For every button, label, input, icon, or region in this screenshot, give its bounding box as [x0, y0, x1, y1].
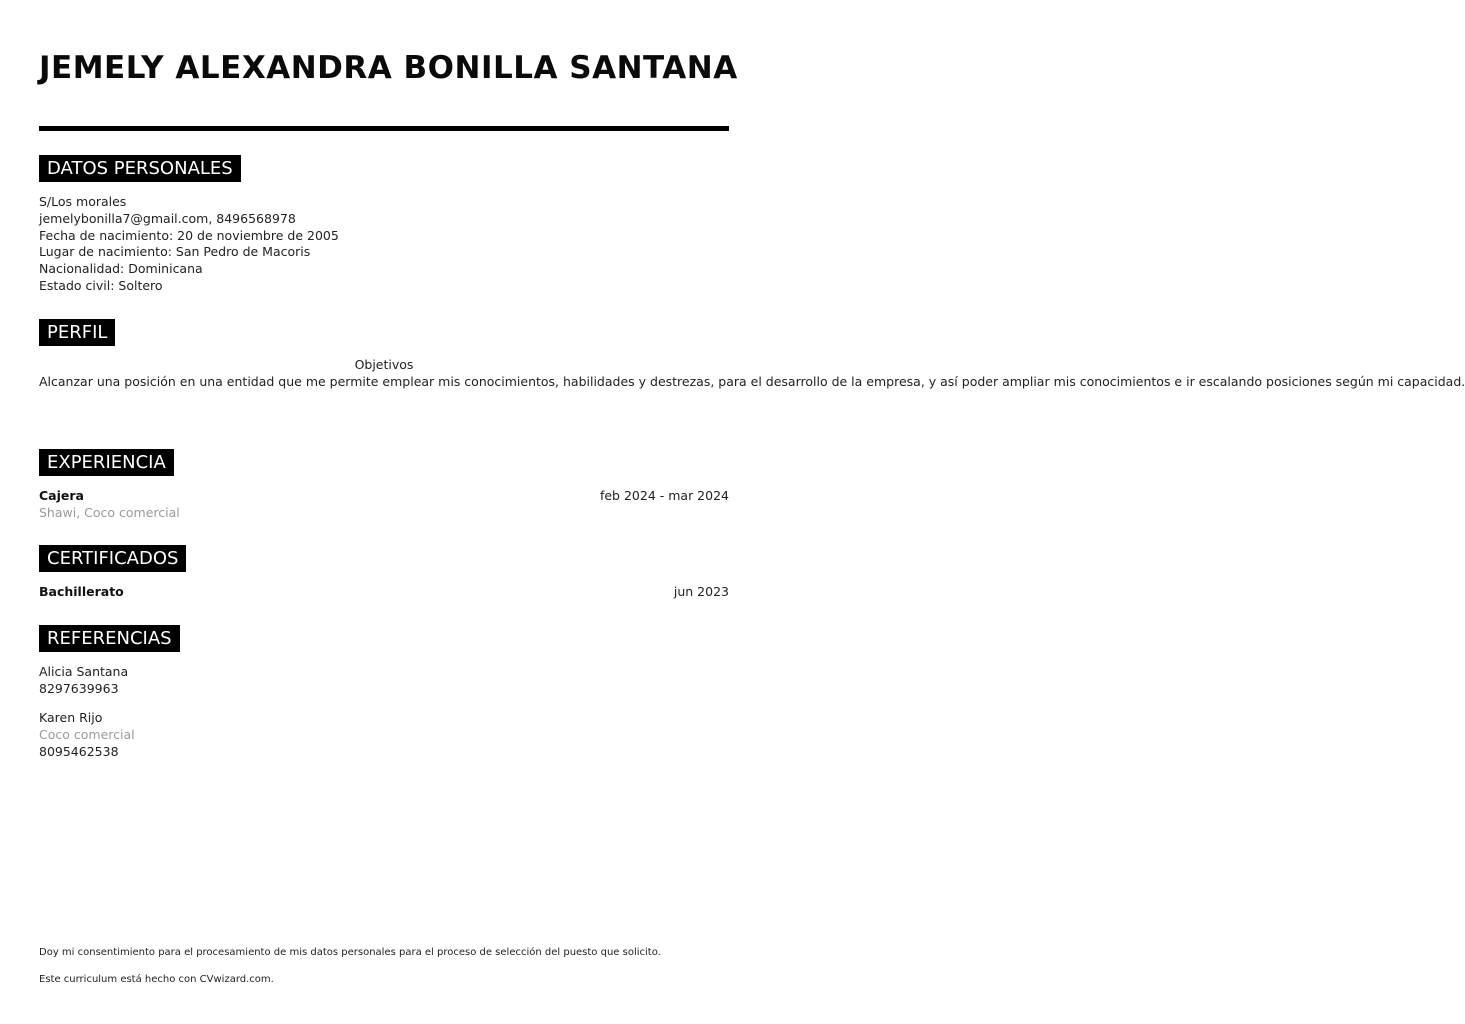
header-divider — [39, 126, 729, 131]
reference-phone: 8297639963 — [39, 680, 119, 696]
section-title-references: REFERENCIAS — [39, 625, 180, 652]
consent-note: Doy mi consentimiento para el procesamiento de mis datos personales para el proceso de selección del puesto que solicito. — [39, 947, 661, 958]
section-title-experience: EXPERIENCIA — [39, 449, 174, 476]
nationality-line: Nacionalidad: Dominicana — [39, 261, 203, 277]
contact-line: jemelybonilla7@gmail.com, 8496568978 — [39, 210, 296, 226]
reference-item — [39, 664, 729, 698]
profile-subtitle: Objetivos — [354, 357, 414, 372]
certificate-item — [39, 583, 729, 600]
resume-page — [39, 0, 1465, 1024]
profile-text: Alcanzar una posición en una entidad que me permite emplear mis conocimientos, habilidades y destrezas, para el desarrollo de la empresa, y así poder ampliar mis conocimientos e ir escalando posiciones según mi capacidad. — [39, 373, 1465, 389]
section-title-profile: PERFIL — [39, 319, 115, 346]
address-line: S/Los morales — [39, 194, 127, 209]
cvwizard-credit: Este curriculum está hecho con CVwizard.com. — [39, 974, 274, 985]
reference-phone: 8095462538 — [39, 743, 119, 759]
reference-item — [39, 710, 729, 760]
section-title-certificates: CERTIFICADOS — [39, 545, 186, 572]
reference-company: Coco comercial — [39, 726, 135, 742]
certificate-name: Bachillerato — [39, 584, 124, 599]
experience-role: Cajera — [39, 488, 84, 503]
birth-date-line: Fecha de nacimiento: 20 de noviembre de 2005 — [39, 227, 339, 243]
reference-name: Alicia Santana — [39, 664, 129, 679]
marital-status-line: Estado civil: Soltero — [39, 277, 163, 293]
experience-company-text: Shawi, Coco comercial — [39, 505, 180, 520]
personal-details — [39, 194, 729, 295]
birth-place-line: Lugar de nacimiento: San Pedro de Macoris — [39, 244, 311, 260]
candidate-name: JEMELY ALEXANDRA BONILLA SANTANA — [39, 50, 738, 86]
certificate-date: jun 2023 — [673, 584, 729, 599]
profile-block — [39, 357, 1465, 391]
experience-dates: feb 2024 - mar 2024 — [599, 488, 729, 503]
experience-company — [39, 504, 729, 521]
reference-name: Karen Rijo — [39, 710, 103, 725]
section-title-personal: DATOS PERSONALES — [39, 155, 241, 182]
experience-item — [39, 487, 729, 504]
